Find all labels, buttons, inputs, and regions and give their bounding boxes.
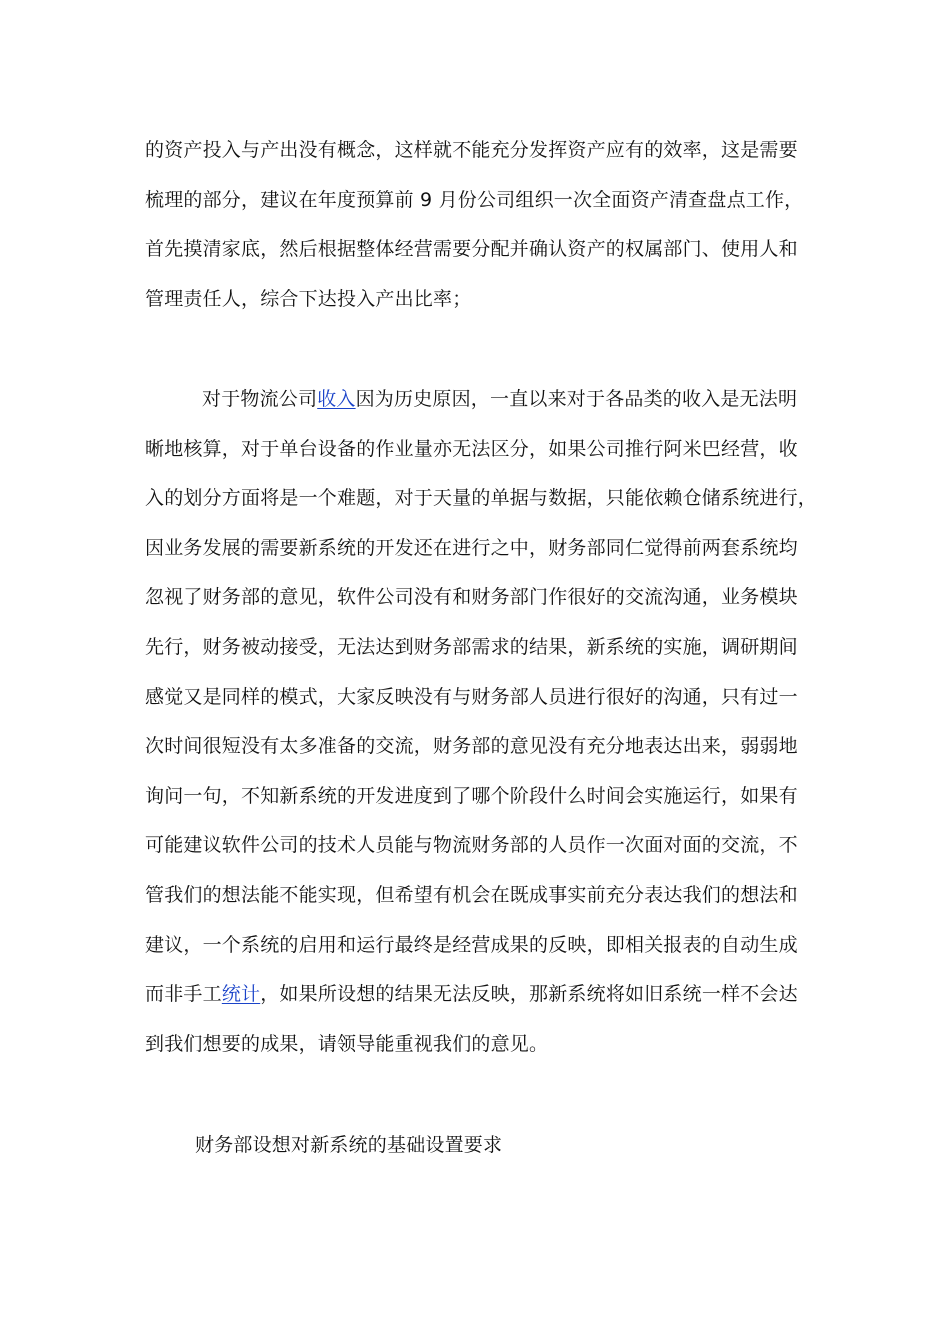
paragraph-line: 先行，财务被动接受，无法达到财务部需求的结果，新系统的实施，调研期间	[145, 635, 798, 658]
text-span: 对于物流公司	[202, 388, 318, 410]
income-link[interactable]: 收入	[317, 388, 356, 410]
section-heading: 财务部设想对新系统的基础设置要求	[195, 1134, 503, 1156]
paragraph-logistics-income	[145, 375, 825, 1069]
paragraph-line	[145, 970, 825, 1020]
paragraph-line: 晰地核算，对于单台设备的作业量亦无法区分，如果公司推行阿米巴经营，收	[145, 437, 798, 460]
paragraph-line: 因业务发展的需要新系统的开发还在进行之中，财务部同仁觉得前两套系统均	[145, 536, 798, 559]
paragraph-line	[145, 375, 825, 425]
paragraph-line: 管我们的想法能不能实现，但希望有机会在既成事实前充分表达我们的想法和	[145, 883, 798, 906]
paragraph-line: 可能建议软件公司的技术人员能与物流财务部的人员作一次面对面的交流，不	[145, 834, 798, 857]
paragraph-line: 到我们想要的成果，请领导能重视我们的意见。	[145, 1032, 549, 1055]
text-span: 因为历史原因，一直以来对于各品类的收入是无法明	[355, 388, 798, 410]
paragraph-line: 忽视了财务部的意见，软件公司没有和财务部门作很好的交流沟通，业务模块	[145, 586, 798, 609]
paragraph-line: 感觉又是同样的模式，大家反映没有与财务部人员进行很好的沟通，只有过一	[145, 685, 798, 708]
paragraph-line: 的资产投入与产出没有概念，这样就不能充分发挥资产应有的效率，这是需要	[145, 139, 798, 161]
paragraph-line: 入的划分方面将是一个难题，对于天量的单据与数据，只能依赖仓储系统进行，	[145, 487, 818, 510]
paragraph-asset-review	[145, 126, 825, 324]
text-span: 而非手工	[145, 983, 222, 1006]
text-span: ，如果所设想的结果无法反映，那新系统将如旧系统一样不会达	[260, 983, 798, 1006]
paragraph-line: 首先摸清家底，然后根据整体经营需要分配并确认资产的权属部门、使用人和	[145, 238, 798, 261]
paragraph-line: 次时间很短没有太多准备的交流，财务部的意见没有充分地表达出来，弱弱地	[145, 735, 798, 758]
paragraph-line: 管理责任人，综合下达投入产出比率；	[145, 287, 472, 310]
paragraph-line: 建议，一个系统的启用和运行最终是经营成果的反映，即相关报表的自动生成	[145, 933, 798, 956]
statistics-link[interactable]: 统计	[221, 983, 261, 1006]
paragraph-line: 询问一句，不知新系统的开发进度到了哪个阶段什么时间会实施运行，如果有	[145, 784, 798, 807]
paragraph-line: 梳理的部分，建议在年度预算前 9 月份公司组织一次全面资产清查盘点工作，	[145, 188, 804, 211]
